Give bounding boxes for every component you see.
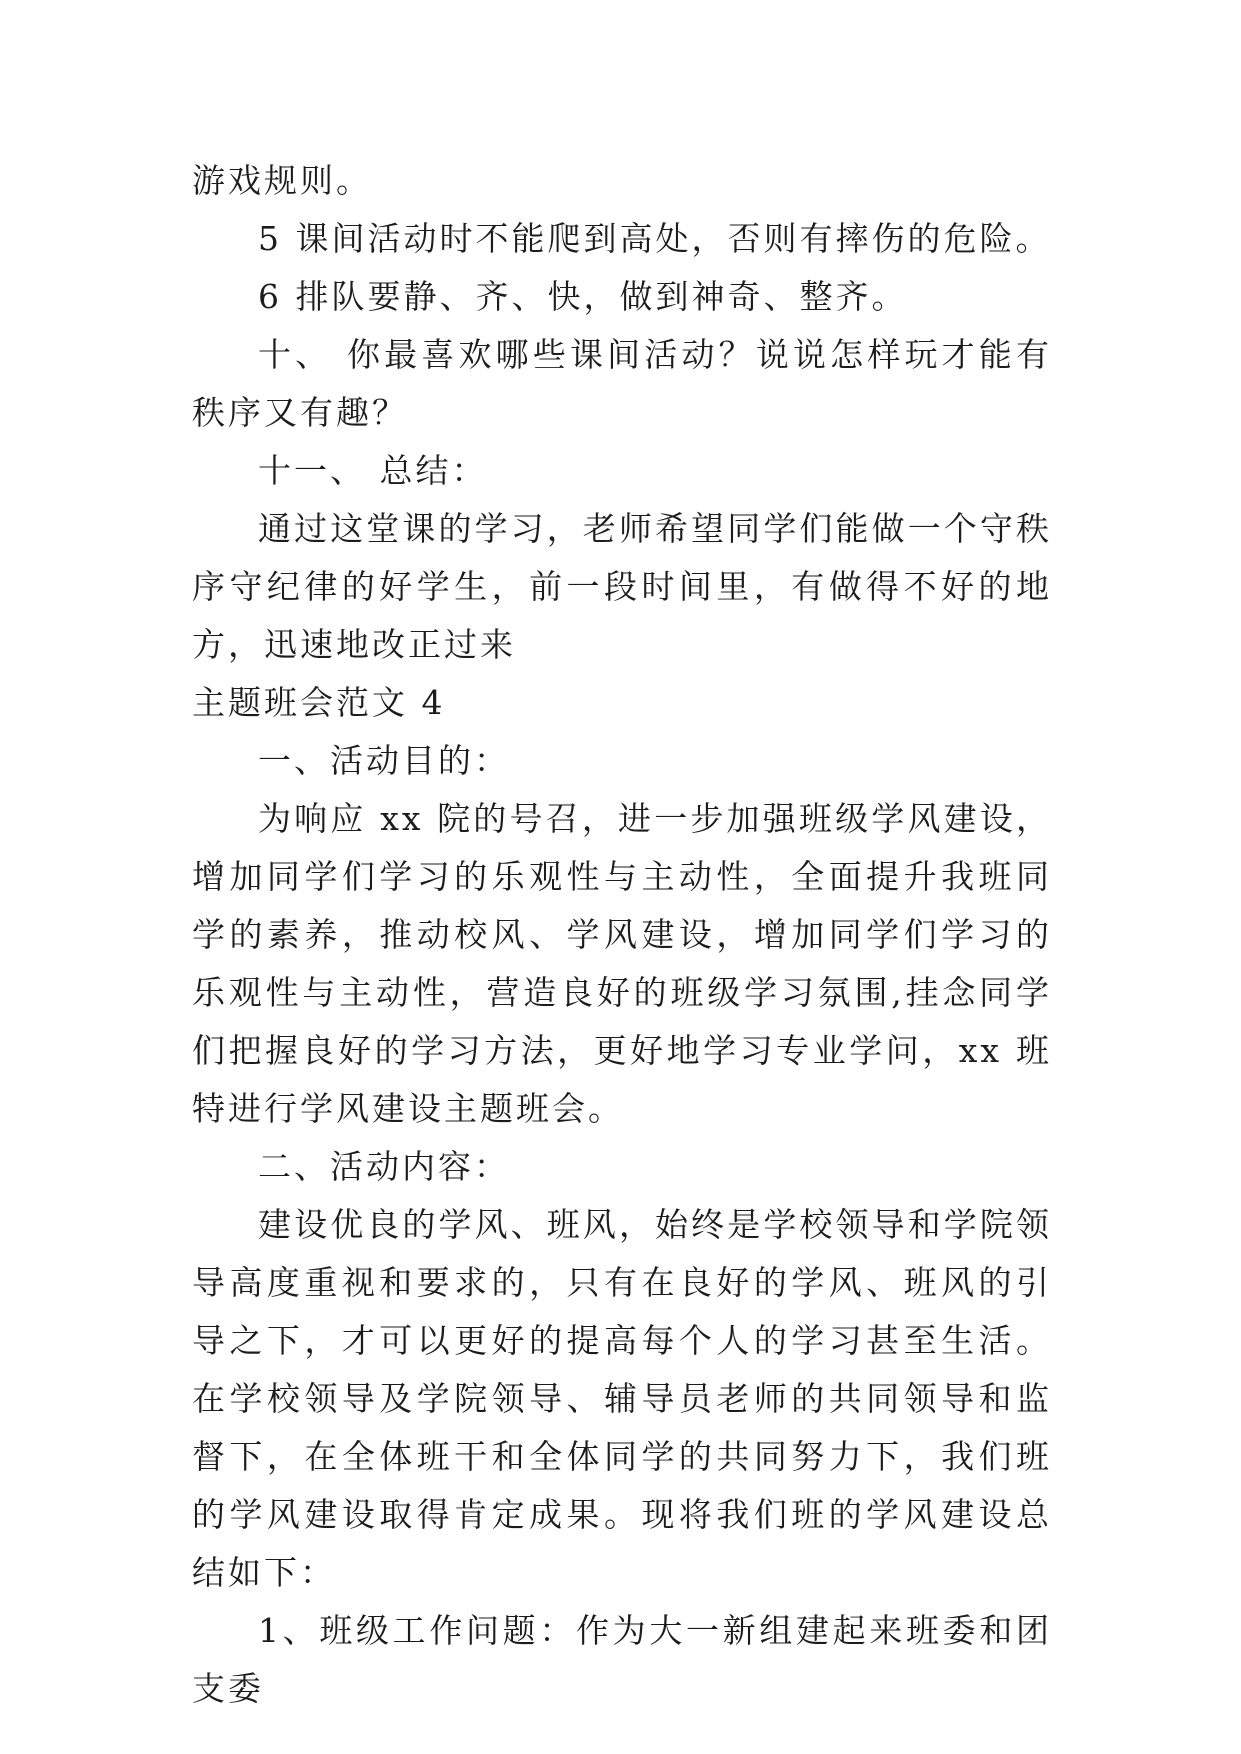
heading-sample-4: 主题班会范文 4: [192, 683, 446, 722]
paragraph-rule-5: 5 课间活动时不能爬到高处，否则有摔伤的危险。: [258, 219, 1052, 258]
paragraph-class-work-issue: 1、班级工作问题：作为大一新组建起来班委和团支委: [192, 1611, 1052, 1708]
paragraph-activity-purpose: 为响应 xx 院的号召，进一步加强班级学风建设，增加同学们学习的乐观性与主动性，全面提升我班同学的素养，推动校风、学风建设，增加同学们学习的乐观性与主动性，营造良好的班级学习氛围,挂念同学们把握良好的学习方法，更好地学习专业学问，xx 班特进行学风建设主题班会。: [192, 799, 1052, 1128]
paragraph-rule-6: 6 排队要静、齐、快，做到神奇、整齐。: [258, 277, 908, 316]
paragraph-section-10: 十、 你最喜欢哪些课间活动？说说怎样玩才能有秩序又有趣？: [192, 335, 1052, 432]
paragraph-activity-content: 建设优良的学风、班风，始终是学校领导和学院领导高度重视和要求的，只有在良好的学风、班风的引导之下，才可以更好的提高每个人的学习甚至生活。在学校领导及学院领导、辅导员老师的共同领导和监督下，在全体班干和全体同学的共同努力下，我们班的学风建设取得肯定成果。现将我们班的学风建设总结如下：: [192, 1205, 1052, 1592]
paragraph-summary: 通过这堂课的学习，老师希望同学们能做一个守秩序守纪律的好学生，前一段时间里，有做得不好的地方，迅速地改正过来: [192, 509, 1052, 664]
heading-activity-content: 二、活动内容：: [258, 1147, 510, 1186]
document-body: [192, 152, 1052, 1718]
paragraph-game-rules-tail: 游戏规则。: [192, 161, 372, 200]
heading-activity-purpose: 一、活动目的：: [258, 741, 510, 780]
paragraph-section-11-heading: 十一、 总结：: [258, 451, 488, 490]
